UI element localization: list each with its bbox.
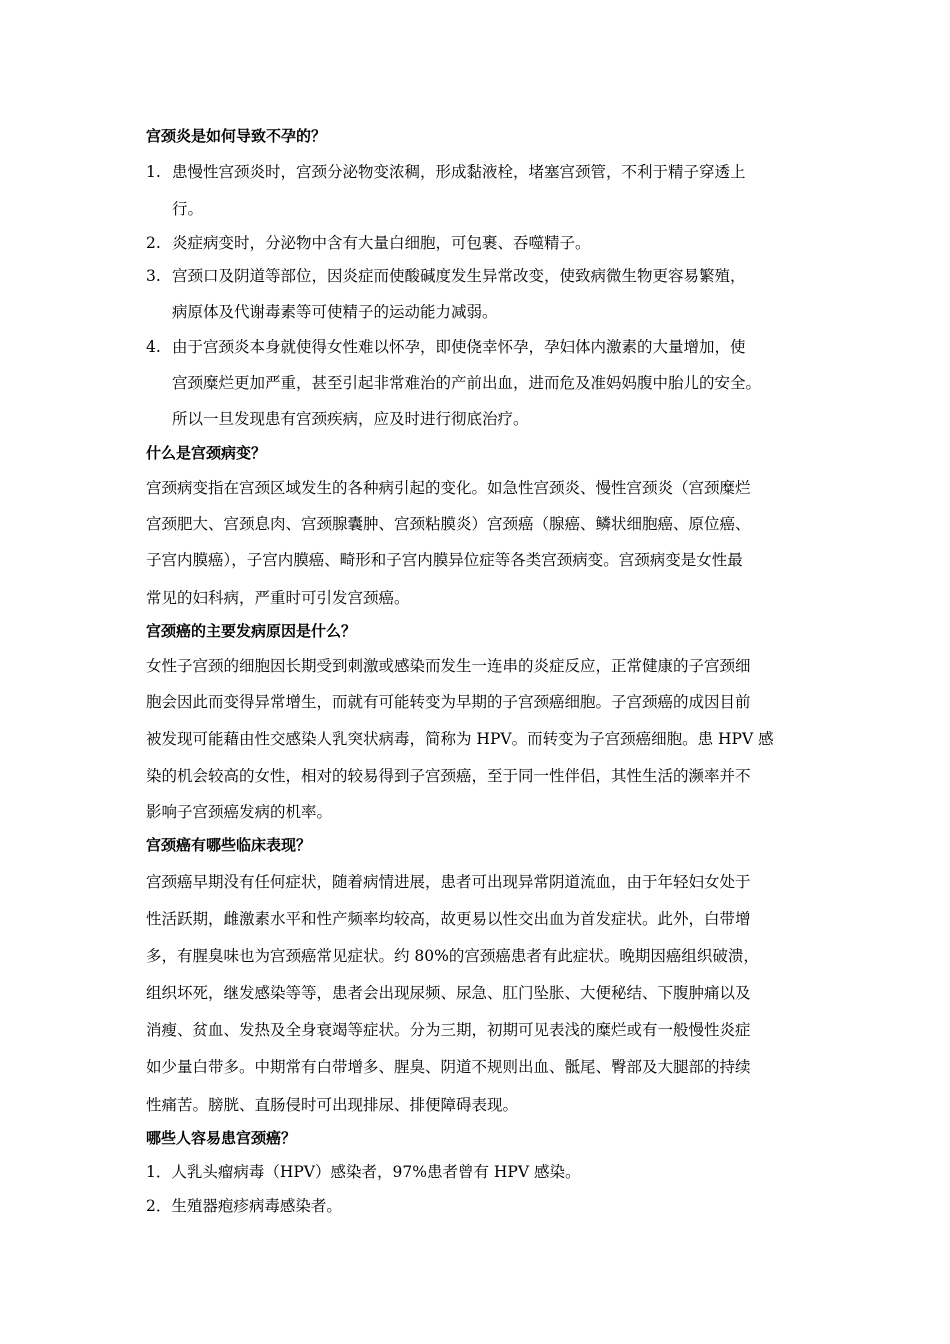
list-number: 1. bbox=[146, 163, 161, 181]
list-item-line: 患慢性宫颈炎时，宫颈分泌物变浓稠，形成黏液栓，堵塞宫颈管，不利于精子穿透上 bbox=[172, 163, 746, 181]
paragraph-line: 宫颈病变指在宫颈区域发生的各种病引起的变化。如急性宫颈炎、慢性宫颈炎（宫颈糜烂 bbox=[146, 479, 751, 497]
paragraph-line: 宫颈癌早期没有任何症状，随着病情进展，患者可出现异常阴道流血，由于年轻妇女处于 bbox=[146, 873, 751, 891]
paragraph-line: 性痛苦。膀胱、直肠侵时可出现排尿、排便障碍表现。 bbox=[146, 1096, 519, 1114]
paragraph-line: 胞会因此而变得异常增生，而就有可能转变为早期的子宫颈癌细胞。子宫颈癌的成因目前 bbox=[146, 693, 751, 711]
list-number: 4. bbox=[146, 338, 161, 356]
paragraph-line: 性活跃期，雌激素水平和性产频率均较高，故更易以性交出血为首发症状。此外，白带增 bbox=[146, 910, 751, 928]
section-heading: 宫颈癌有哪些临床表现？ bbox=[146, 836, 312, 854]
paragraph-line: 影响子宫颈癌发病的机率。 bbox=[146, 803, 333, 821]
list-item-line: 宫颈口及阴道等部位，因炎症而使酸碱度发生异常改变，使致病微生物更容易繁殖， bbox=[172, 267, 746, 285]
paragraph-line: 组织坏死，继发感染等等，患者会出现尿频、尿急、肛门坠胀、大便秘结、下腹肿痛以及 bbox=[146, 984, 751, 1002]
paragraph-line: 消瘦、贫血、发热及全身衰竭等症状。分为三期，初期可见表浅的糜烂或有一般慢性炎症 bbox=[146, 1021, 751, 1039]
list-item-line: 行。 bbox=[172, 200, 204, 218]
paragraph-line: 常见的妇科病，严重时可引发宫颈癌。 bbox=[146, 589, 410, 607]
list-item-line: 宫颈糜烂更加严重，甚至引起非常难治的产前出血，进而危及准妈妈腹中胎儿的安全。 bbox=[172, 374, 762, 392]
paragraph-line: 宫颈肥大、宫颈息肉、宫颈腺囊肿、宫颈粘膜炎）宫颈癌（腺癌、鳞状细胞癌、原位癌、 bbox=[146, 515, 751, 533]
paragraph-line: 1．人乳头瘤病毒（HPV）感染者，97%患者曾有 HPV 感染。 bbox=[146, 1163, 581, 1181]
section-heading: 什么是宫颈病变？ bbox=[146, 444, 267, 462]
paragraph-line: 多，有腥臭味也为宫颈癌常见症状。约 80%的宫颈癌患者有此症状。晚期因癌组织破溃， bbox=[146, 947, 759, 965]
paragraph-line: 如少量白带多。中期常有白带增多、腥臭、阴道不规则出血、骶尾、臀部及大腿部的持续 bbox=[146, 1058, 751, 1076]
paragraph-line: 2．生殖器疱疹病毒感染者。 bbox=[146, 1197, 342, 1215]
list-item-line: 由于宫颈炎本身就使得女性难以怀孕，即使侥幸怀孕，孕妇体内激素的大量增加，使 bbox=[172, 338, 746, 356]
list-item-line: 炎症病变时，分泌物中含有大量白细胞，可包裹、吞噬精子。 bbox=[172, 234, 591, 252]
paragraph-line: 被发现可能藉由性交感染人乳突状病毒，简称为 HPV。而转变为子宫颈癌细胞。患 HPV 感 bbox=[146, 730, 774, 748]
section-heading: 宫颈癌的主要发病原因是什么？ bbox=[146, 622, 357, 640]
section-heading: 哪些人容易患宫颈癌？ bbox=[146, 1129, 297, 1147]
list-number: 3. bbox=[146, 267, 161, 285]
list-number: 2. bbox=[146, 234, 161, 252]
section-heading: 宫颈炎是如何导致不孕的？ bbox=[146, 127, 327, 145]
list-item-line: 所以一旦发现患有宫颈疾病，应及时进行彻底治疗。 bbox=[172, 410, 529, 428]
paragraph-line: 子宫内膜癌），子宫内膜癌、畸形和子宫内膜异位症等各类宫颈病变。宫颈病变是女性最 bbox=[146, 551, 743, 569]
paragraph-line: 女性子宫颈的细胞因长期受到刺激或感染而发生一连串的炎症反应，正常健康的子宫颈细 bbox=[146, 657, 751, 675]
paragraph-line: 染的机会较高的女性，相对的较易得到子宫颈癌，至于同一性伴侣，其性生活的濒率并不 bbox=[146, 767, 751, 785]
list-item-line: 病原体及代谢毒素等可使精子的运动能力减弱。 bbox=[172, 303, 498, 321]
